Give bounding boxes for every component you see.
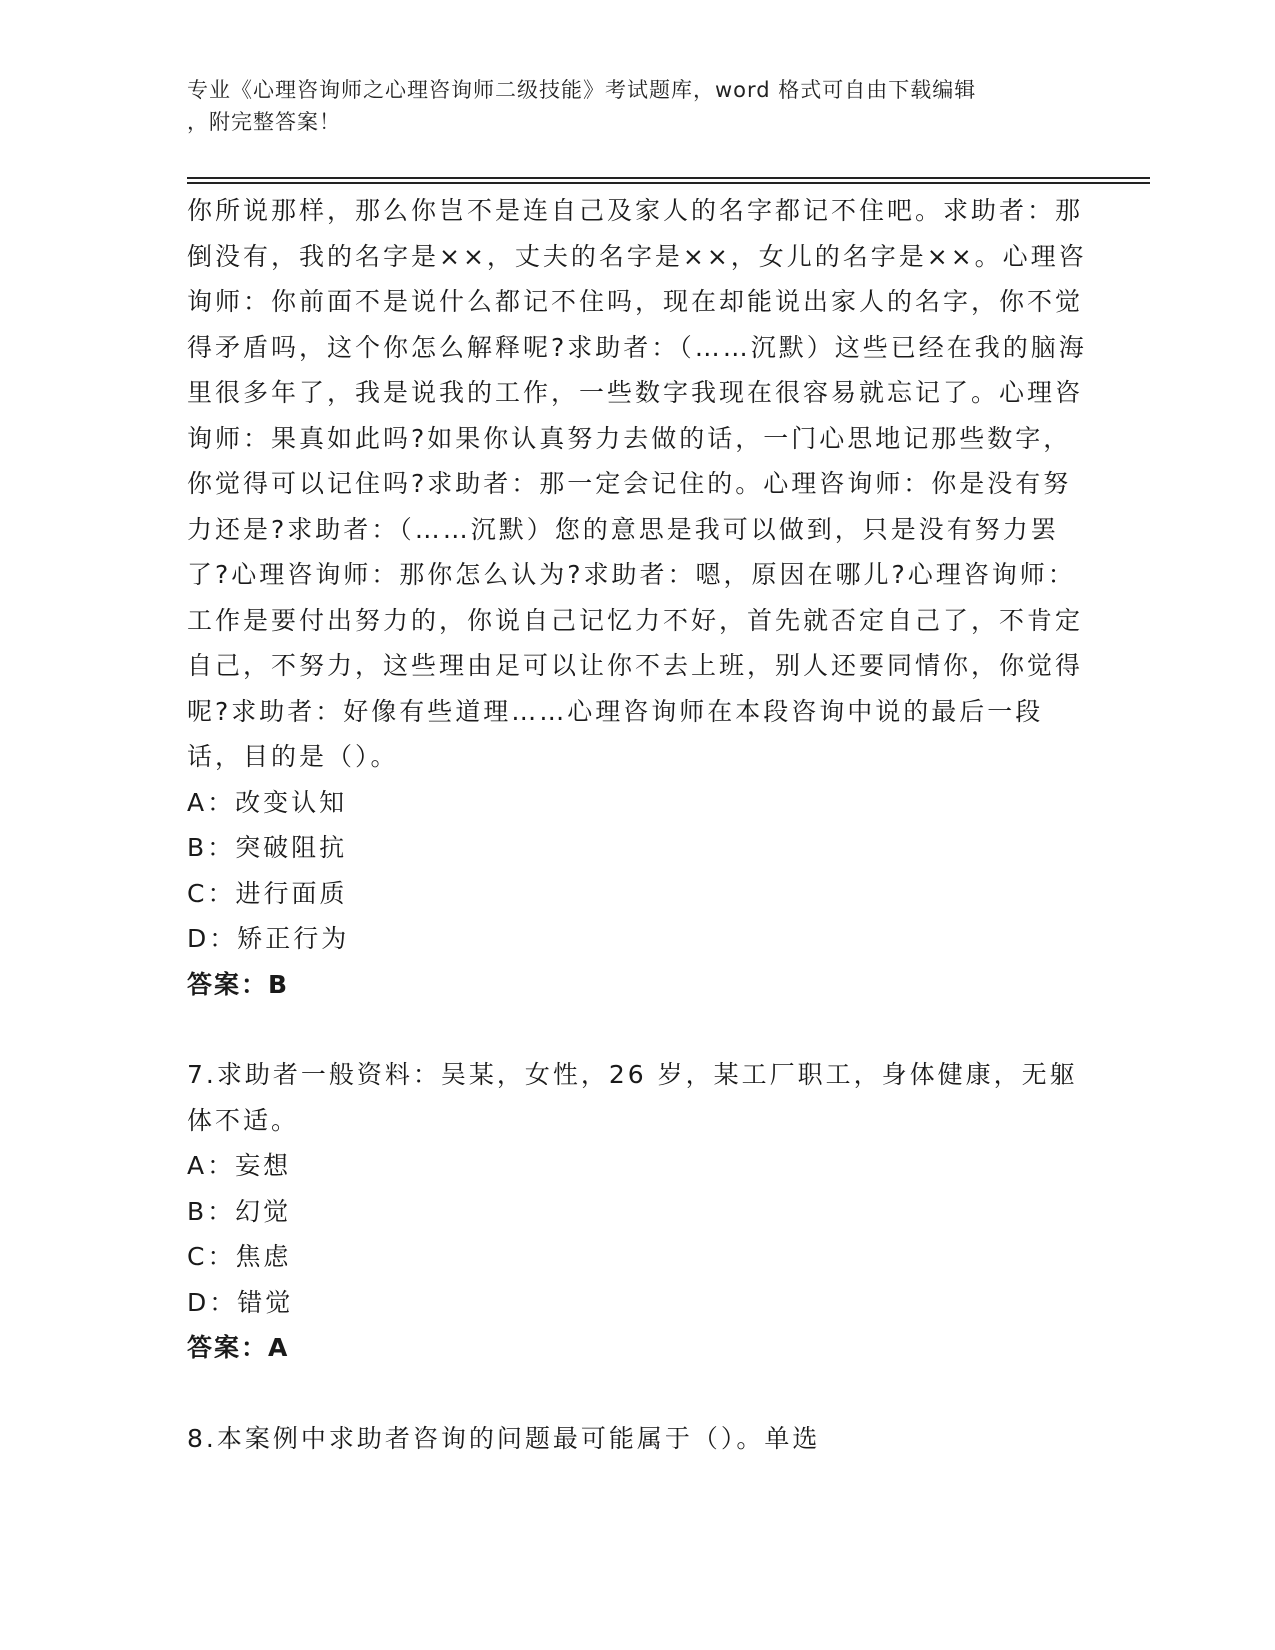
question-spacer bbox=[187, 1007, 1087, 1052]
document-body bbox=[187, 188, 1087, 1461]
question-6-option-c: C：进行面质 bbox=[187, 878, 348, 908]
question-6-answer: 答案：B bbox=[187, 969, 290, 999]
question-7-option-d: D：错觉 bbox=[187, 1287, 294, 1317]
question-7-answer: 答案：A bbox=[187, 1333, 290, 1362]
header-divider-bottom bbox=[187, 182, 1150, 184]
document-header bbox=[187, 74, 1067, 138]
question-6-text: 你所说那样，那么你岂不是连自己及家人的名字都记不住吧。求助者：那倒没有，我的名字是××，丈夫的名字是××，女儿的名字是××。心理咨询师：你前面不是说什么都记不住吗，现在却能说出家人的名字，你不觉得矛盾吗，这个你怎么解释呢?求助者：（……沉默）这些已经在我的脑海里很多年了，我是说我的工作，一些数字我现在很容易就忘记了。心理咨询师：果真如此吗?如果你认真努力去做的话，一门心思地记那些数字，你觉得可以记住吗?求助者：那一定会记住的。心理咨询师：你是没有努力还是?求助者：（……沉默）您的意思是我可以做到，只是没有努力罢了?心理咨询师：那你怎么认为?求助者：嗯，原因在哪儿?心理咨询师：工作是要付出努力的，你说自己记忆力不好，首先就否定自己了，不肯定自己，不努力，这些理由足可以让你不去上班，别人还要同情你，你觉得呢?求助者：好像有些道理……心理咨询师在本段咨询中说的最后一段话，目的是（）。 bbox=[187, 196, 1087, 771]
question-7-option-c: C：焦虑 bbox=[187, 1242, 292, 1271]
header-title-line1: 专业《心理咨询师之心理咨询师二级技能》考试题库，word 格式可自由下载编辑 bbox=[187, 78, 977, 102]
header-divider-top bbox=[187, 177, 1150, 179]
question-spacer bbox=[187, 1371, 1087, 1416]
question-6-option-b: B：突破阻抗 bbox=[187, 833, 348, 862]
header-title-line2: ，附完整答案！ bbox=[187, 110, 341, 134]
question-6-option-d: D：矫正行为 bbox=[187, 924, 350, 953]
question-7-text: 7.求助者一般资料：吴某，女性，26 岁，某工厂职工，身体健康，无躯体不适。 bbox=[187, 1060, 1078, 1135]
question-6-option-a: A：改变认知 bbox=[187, 787, 348, 817]
question-6 bbox=[187, 188, 1087, 1007]
question-7 bbox=[187, 1052, 1087, 1371]
question-8-text: 8.本案例中求助者咨询的问题最可能属于（）。单选 bbox=[187, 1423, 821, 1453]
question-8 bbox=[187, 1416, 1087, 1462]
question-7-option-a: A：妄想 bbox=[187, 1151, 292, 1180]
question-7-option-b: B：幻觉 bbox=[187, 1196, 292, 1226]
